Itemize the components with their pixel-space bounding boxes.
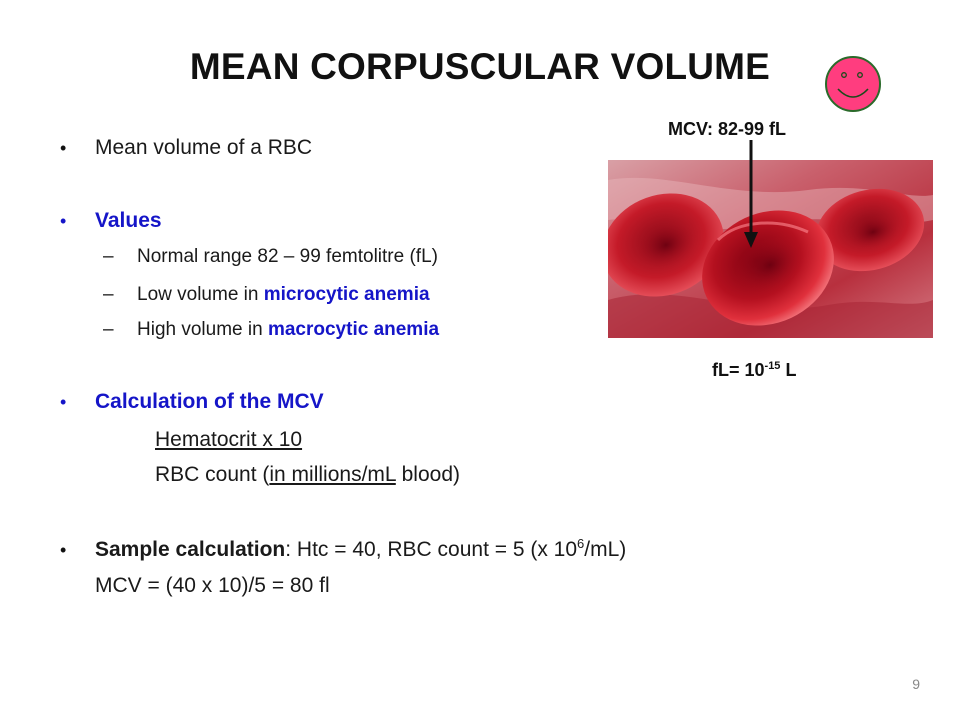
values-heading: Values [95, 209, 162, 232]
sample-exponent: 6 [577, 536, 585, 551]
bullet-dot-icon: • [60, 392, 67, 412]
femtolitre-definition [712, 360, 796, 381]
sample-calculation [95, 538, 626, 562]
dash-icon: – [103, 246, 114, 267]
fl-suffix: L [780, 360, 797, 380]
macrocytic-anemia: macrocytic anemia [267, 319, 440, 340]
bullet-mean-volume: Mean volume of a RBC [95, 136, 313, 159]
microcytic-anemia: microcytic anemia [263, 284, 430, 305]
formula-numerator: Hematocrit x 10 [155, 428, 303, 451]
fl-prefix: fL= 10 [712, 360, 765, 380]
calculation-heading: Calculation of the MCV [95, 390, 324, 413]
smiley-face-icon [824, 55, 882, 113]
sub-normal-range: Normal range 82 – 99 femtolitre (fL) [137, 246, 438, 267]
dash-icon: – [103, 284, 114, 305]
formula-denominator [155, 463, 460, 487]
fl-exponent: -15 [764, 360, 781, 372]
sub-high-prefix: High volume in [137, 319, 268, 340]
denom-underlined: in millions/mL [269, 463, 396, 486]
sample-text: : Htc = 40, RBC count = 5 (x 10 [285, 538, 578, 561]
slide-title: MEAN CORPUSCULAR VOLUME [189, 46, 771, 87]
denom-prefix: RBC count ( [155, 463, 270, 486]
page-number: 9 [912, 676, 920, 692]
bullet-dot-icon: • [60, 211, 67, 231]
sample-unit: /mL) [584, 538, 627, 561]
denom-suffix: blood) [395, 463, 461, 486]
sub-high-volume [137, 319, 439, 341]
arrow-shaft [748, 140, 754, 162]
mcv-range-label: MCV: 82-99 fL [668, 119, 787, 139]
sub-low-volume [137, 284, 430, 306]
red-blood-cells-image [608, 160, 933, 338]
dash-icon: – [103, 319, 114, 340]
bullet-dot-icon: • [60, 138, 67, 158]
sample-label: Sample calculation [95, 538, 286, 561]
bullet-dot-icon: • [60, 540, 67, 560]
sample-result: MCV = (40 x 10)/5 = 80 fl [95, 574, 330, 597]
sub-low-prefix: Low volume in [137, 284, 264, 305]
